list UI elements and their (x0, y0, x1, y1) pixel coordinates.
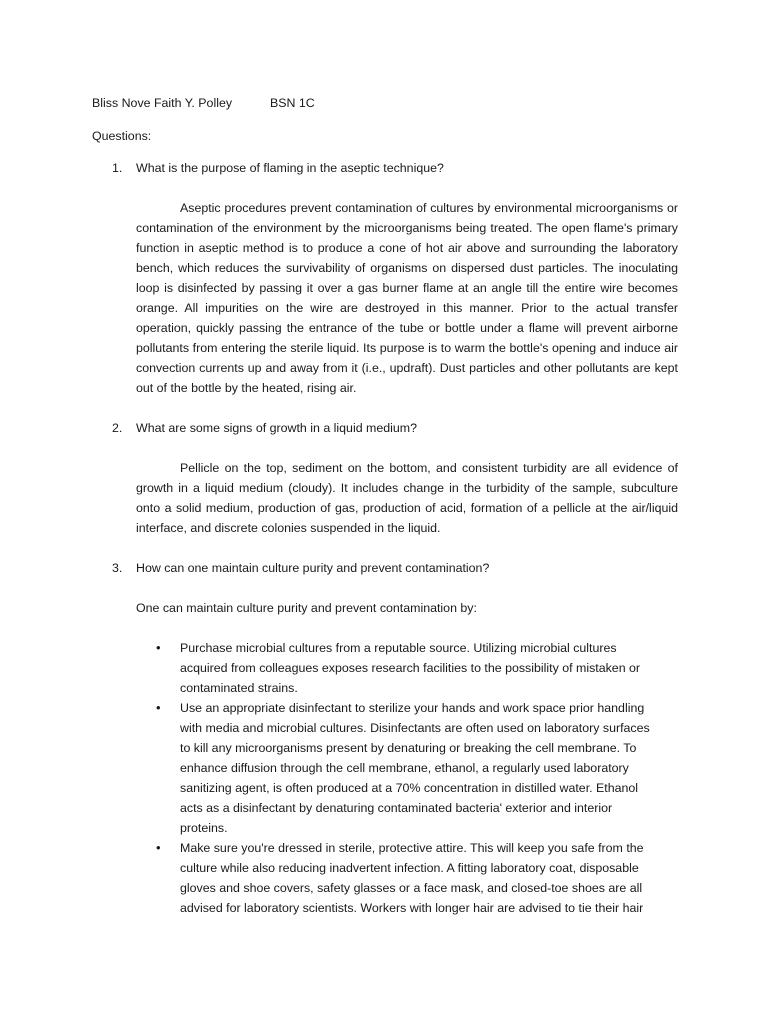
question-1-text: What is the purpose of flaming in the aseptic technique? (136, 161, 444, 175)
list-item (136, 838, 660, 918)
document-header (92, 93, 315, 113)
answer-3-intro: One can maintain culture purity and prevent contamination by: (136, 601, 477, 615)
question-3-number: 3. (112, 561, 123, 575)
list-item (136, 638, 660, 698)
answer-1: Aseptic procedures prevent contamination of cultures by environmental microorganisms or contamination of the environment by the microorganisms being treated. The open flame's primary function in aseptic method is to produce a cone of hot air above and surrounding the laboratory bench, which reduces the survivability of organisms on dispersed dust particles. The inoculating loop is disinfected by passing it over a gas burner flame at an angle till the entire wire becomes orange. All impurities on the wire are destroyed in this manner. Prior to the actual transfer operation, quickly passing the entrance of the tube or bottle under a flame will prevent airborne pollutants from entering the sterile liquid. Its purpose is to warm the bottle's opening and induce air convection currents up and away from it (i.e., updraft). Dust particles and other pollutants are kept out of the bottle by the heated, rising air. (136, 201, 678, 395)
student-section: BSN 1C (270, 96, 315, 110)
question-3-text: How can one maintain culture purity and prevent contamination? (136, 561, 490, 575)
list-item (136, 698, 660, 838)
list-item-text: Purchase microbial cultures from a reputable source. Utilizing microbial cultures acquired from colleagues exposes research facilities to the possibility of mistaken or contaminated strains. (180, 641, 641, 695)
question-2-text: What are some signs of growth in a liquid medium? (136, 421, 417, 435)
list-item-text: Make sure you're dressed in sterile, protective attire. This will keep you safe from the culture while also reducing inadvertent infection. A fitting laboratory coat, disposable gloves and shoe covers, safety glasses or a face mask, and closed-toe shoes are all advised for laboratory scientists. Workers with longer hair are advised to tie their hair (180, 841, 644, 915)
question-2-number: 2. (112, 421, 123, 435)
bullet-icon: • (156, 700, 161, 715)
student-name: Bliss Nove Faith Y. Polley (92, 96, 233, 110)
answer-2: Pellicle on the top, sediment on the bottom, and consistent turbidity are all evidence of growth in a liquid medium (cloudy). It includes change in the turbidity of the sample, subculture onto a solid medium, production of gas, production of acid, formation of a pellicle at the air/liquid interface, and discrete colonies suspended in the liquid. (136, 461, 678, 535)
questions-heading: Questions: (92, 129, 152, 143)
bullet-icon: • (156, 640, 161, 655)
bullet-icon: • (156, 840, 161, 855)
question-1-number: 1. (112, 161, 123, 175)
list-item-text: Use an appropriate disinfectant to sterilize your hands and work space prior handling with media and microbial cultures. Disinfectants are often used on laboratory surfaces to kill any microorganisms present by denaturing or breaking the cell membrane. To enhance diffusion through the cell membrane, ethanol, a regularly used laboratory sanitizing agent, is often produced at a 70% concentration in distilled water. Ethanol acts as a disinfectant by denaturing contaminated bacteria' exterior and interior proteins. (180, 701, 650, 835)
answer-3-list (136, 638, 660, 918)
